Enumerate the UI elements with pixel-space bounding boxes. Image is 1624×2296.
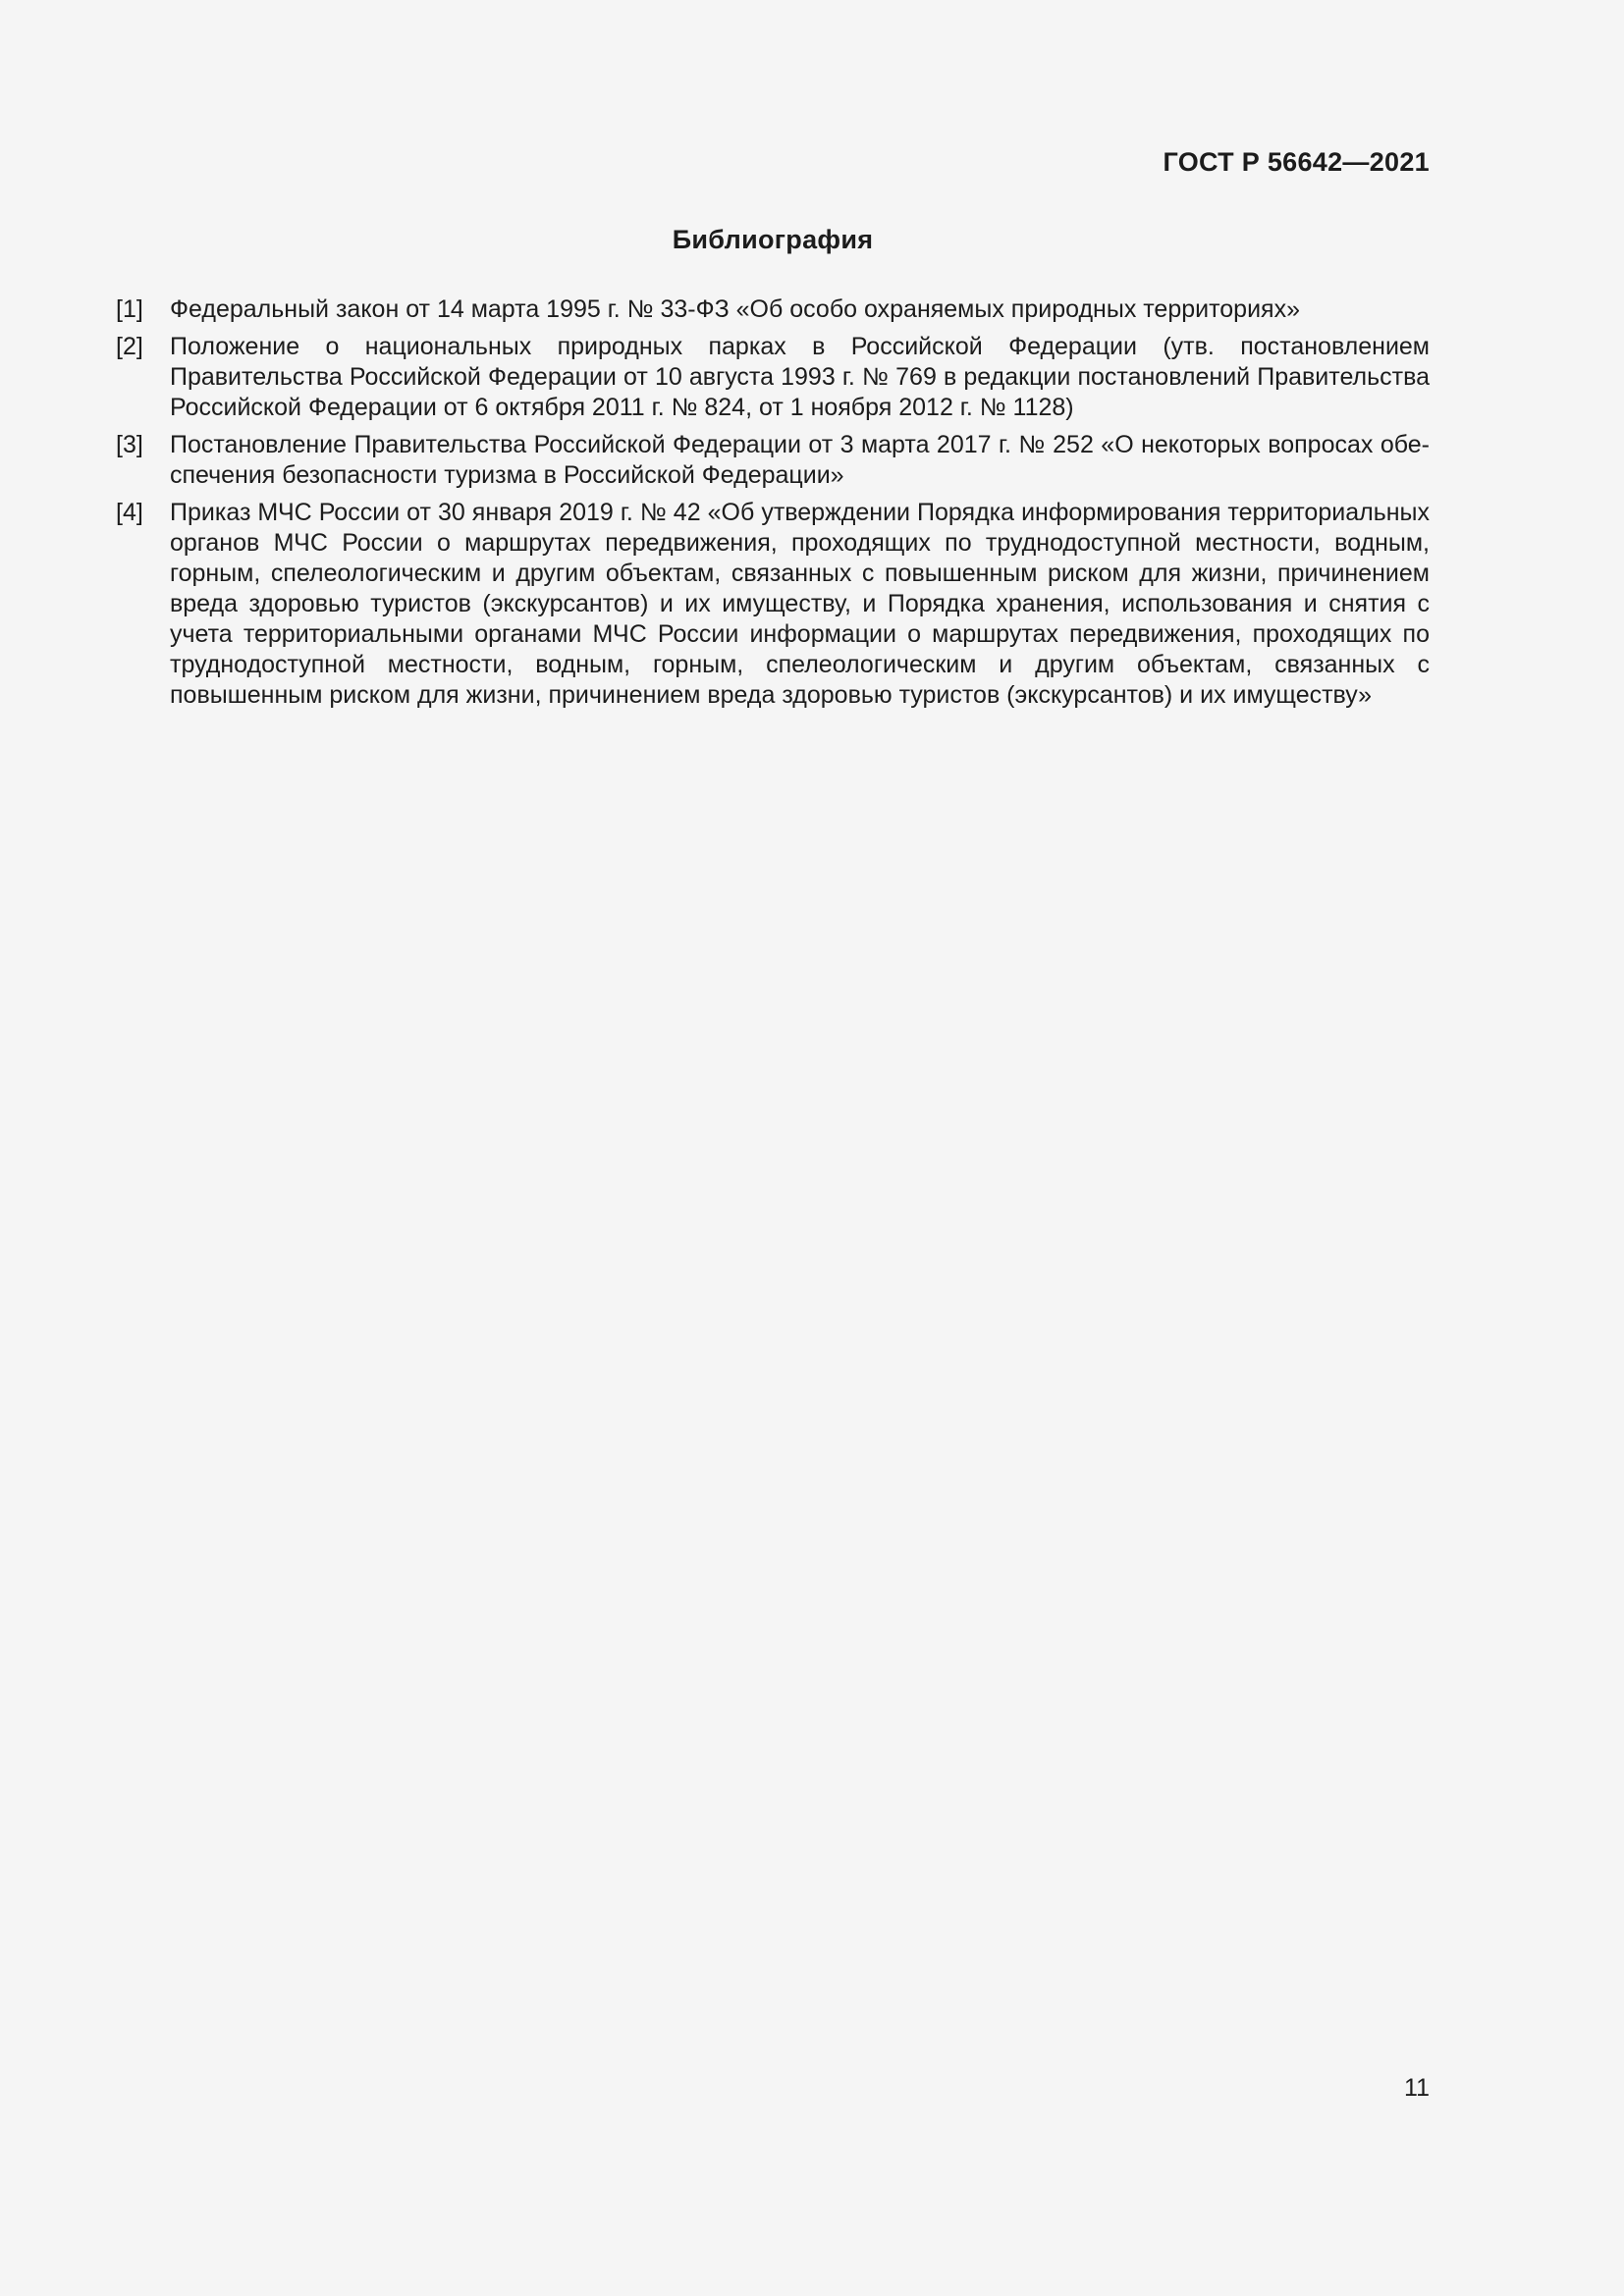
- bibliography-text: Приказ МЧС России от 30 января 2019 г. № 42 «Об утверждении Порядка информирования территориальных органов МЧС России о маршрутах передвижения, проходящих по труднодоступной местности, водным, горным, спелеологическим и другим объектам, связанных с повышенным риском для жизни, причинением вреда здоровью туристов (экскурсантов) и их имуществу, и Порядка хранения, использования и снятия с учета территориальными органами МЧС России информации о маршрутах передвижения, проходящих по труднодоступной местности, водным, горным, спелеологическим и другим объектам, связанных с повышенным риском для жизни, причинением вреда здоровью туристов (экскурсантов) и их имуществу»: [170, 499, 1430, 709]
- page-number: 11: [1404, 2074, 1430, 2102]
- bibliography-text: Положение о национальных природных парках в Российской Федерации (утв. постановлением Правительства Российской Федерации от 10 августа 1993 г. № 769 в редакции постановлений Правительства Российской Федерации от 6 октября 2011 г. № 824, от 1 ноября 2012 г. № 1128): [170, 333, 1430, 421]
- bibliography-item-1: [116, 294, 1430, 325]
- bibliography-number: [4]: [116, 499, 143, 526]
- bibliography-list: [116, 294, 1430, 718]
- document-code: ГОСТ Р 56642—2021: [1163, 147, 1430, 177]
- bibliography-item-2: [116, 332, 1430, 423]
- bibliography-item-4: [116, 498, 1430, 711]
- bibliography-number: [2]: [116, 333, 143, 360]
- bibliography-item-3: [116, 430, 1430, 491]
- bibliography-number: [1]: [116, 295, 143, 323]
- bibliography-text: Постановление Правительства Российской Федерации от 3 марта 2017 г. № 252 «О некоторых вопросах обеспечения безопасности туризма в Российской Федерации»: [170, 431, 1430, 489]
- bibliography-number: [3]: [116, 431, 143, 458]
- bibliography-text: Федеральный закон от 14 марта 1995 г. № 33-ФЗ «Об особо охраняемых природных территориях»: [170, 295, 1300, 323]
- section-title: Библиография: [672, 225, 874, 254]
